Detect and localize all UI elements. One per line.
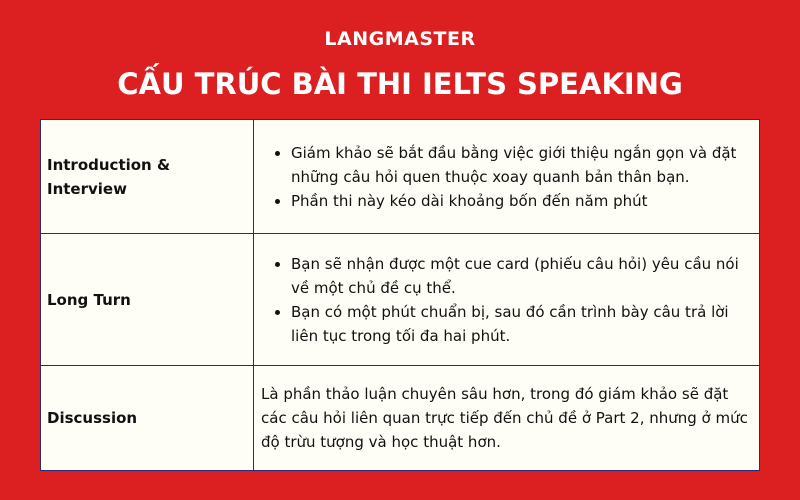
row-content [254, 234, 760, 366]
row-content [254, 120, 760, 234]
table-row [41, 120, 760, 234]
list-item: • Bạn có một phút chuẩn bị, sau đó cần trình bày câu trả lời liên tục trong tối đa hai phút. [291, 300, 751, 348]
row-label: Long Turn [41, 234, 254, 366]
row-content [254, 366, 760, 471]
page-title: CẤU TRÚC BÀI THI IELTS SPEAKING [117, 67, 683, 101]
row-label: Discussion [41, 366, 254, 471]
list-item: • Bạn sẽ nhận được một cue card (phiếu câu hỏi) yêu cầu nói về một chủ đề cụ thể. [291, 252, 751, 300]
brand-logo: LANGMASTER [324, 28, 476, 50]
list-item: • Phần thi này kéo dài khoảng bốn đến năm phút [291, 189, 751, 213]
bullet-list [261, 252, 751, 348]
row-label: Introduction & Interview [41, 120, 254, 234]
list-item: • Giám khảo sẽ bắt đầu bằng việc giới thiệu ngắn gọn và đặt những câu hỏi quen thuộc xoay quanh bản thân bạn. [291, 141, 751, 189]
row-paragraph: Là phần thảo luận chuyên sâu hơn, trong đó giám khảo sẽ đặt các câu hỏi liên quan trực tiếp đến chủ đề ở Part 2, nhưng ở mức độ trừu tượng và học thuật hơn. [261, 385, 748, 451]
speaking-structure-table [40, 119, 760, 471]
bullet-list [261, 141, 751, 213]
table-row [41, 234, 760, 366]
table-row [41, 366, 760, 471]
